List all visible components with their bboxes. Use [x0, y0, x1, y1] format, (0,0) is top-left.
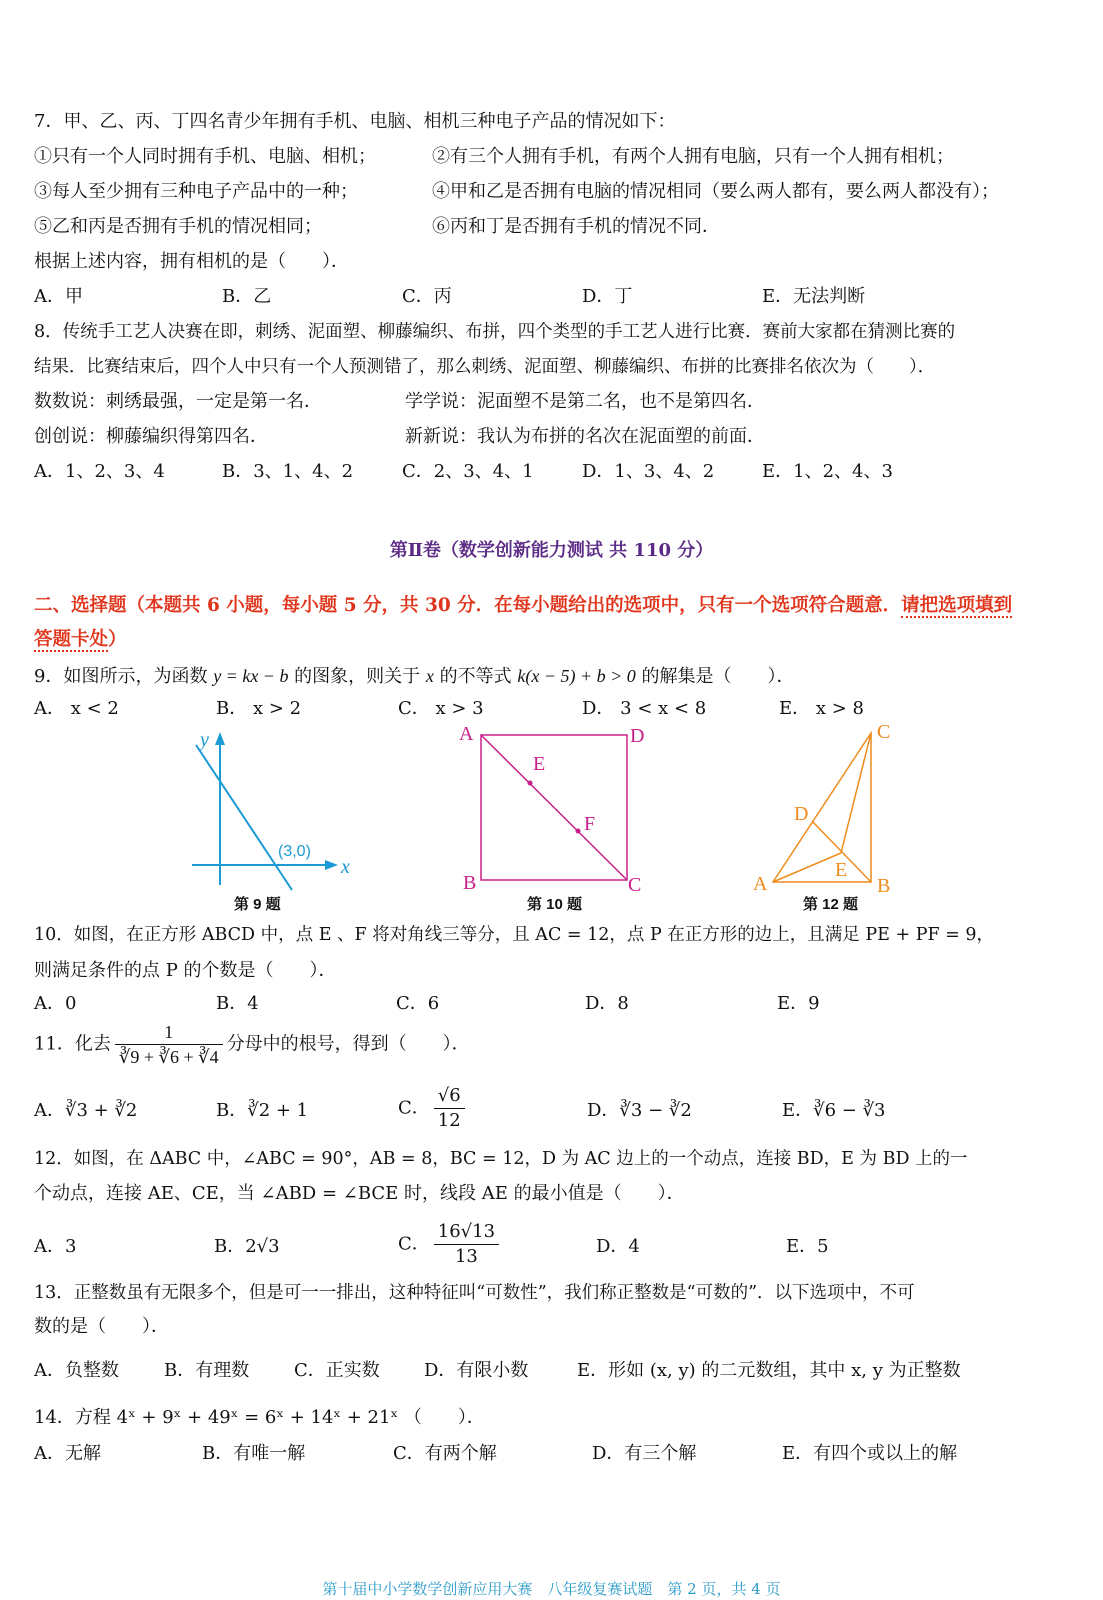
fig10-label-d: D [630, 725, 645, 747]
fig9-point-label: (3,0) [278, 843, 311, 860]
section-heading-part2: 请把选项填到 [901, 595, 1013, 616]
q12-stem-1: 12．如图，在 ΔABC 中，∠ABC = 90°，AB = 8，BC = 12，D 为 AC 边上的一个动点，连接 BD，E 为 BD 上的一 [34, 1149, 968, 1169]
q12-option-c-label: C． [398, 1233, 430, 1255]
fig12-label-e: E [835, 859, 848, 881]
fig9-y-arrow [215, 732, 225, 745]
fig12-label-a: A [753, 873, 768, 895]
q8-option-d: D．1、3、4、2 [582, 461, 715, 482]
q7-option-e: E．无法判断 [762, 286, 866, 307]
q12-option-c [398, 1220, 503, 1269]
q7-question: 根据上述内容，拥有相机的是（ ）． [34, 251, 349, 272]
fig9-line [196, 745, 292, 890]
q7-option-d: D．丁 [582, 286, 633, 307]
fig10-caption: 第 10 题 [527, 896, 583, 913]
q12-stem-2: 个动点，连接 AE、CE，当 ∠ABD = ∠BCE 时，线段 AE 的最小值是（ ）． [34, 1183, 685, 1204]
q13-option-b: B．有理数 [164, 1360, 250, 1381]
q7-condition-4: ④甲和乙是否拥有电脑的情况相同（要么两人都有，要么两人都没有）； [432, 181, 999, 202]
q11-option-d: D．∛3 − ∛2 [587, 1100, 692, 1121]
q8-stem-1: 8．传统手工艺人决赛在即，刺绣、泥面塑、柳藤编织、布拼，四个类型的手工艺人进行比赛．赛前大家都在猜测比赛的 [34, 322, 956, 342]
fig10-diagonal [481, 735, 627, 880]
q9-option-c: C． x > 3 [398, 698, 484, 719]
q11-option-b: B．∛2 + 1 [216, 1100, 309, 1121]
section-heading-part1: 二、选择题（本题共 6 小题，每小题 5 分，共 30 分．在每小题给出的选项中，只有一个选项符合题意． [34, 595, 902, 616]
q12-option-b: B．2√3 [214, 1236, 280, 1257]
q7-condition-3: ③每人至少拥有三种电子产品中的一种； [34, 181, 358, 202]
q12-option-a: A．3 [34, 1236, 77, 1257]
q7-condition-1: ①只有一个人同时拥有手机、电脑、相机； [34, 146, 376, 167]
q10-option-c: C．6 [396, 993, 440, 1014]
q10-option-a: A．0 [34, 993, 77, 1014]
figures [0, 720, 1103, 920]
q7-condition-2: ②有三个人拥有手机，有两个人拥有电脑，只有一个人拥有相机； [432, 146, 954, 167]
q14-option-e: E．有四个或以上的解 [782, 1443, 958, 1464]
q8-stem-2: 结果．比赛结束后，四个人中只有一个人预测错了，那么刺绣、泥面塑、柳藤编织、布拼的比赛排名依次为（ ）． [34, 357, 936, 377]
fig12-seg-ce [841, 733, 871, 853]
fig12-triangle [753, 721, 890, 897]
section-heading [34, 589, 1074, 657]
q12-option-d: D．4 [596, 1236, 640, 1257]
page-footer: 第十届中小学数学创新应用大赛 八年级复赛试题 第 2 页，共 4 页 [322, 1580, 781, 1598]
q9-option-d: D． 3 < x < 8 [582, 698, 707, 719]
q11-option-c-label: C． [398, 1097, 430, 1119]
q14-option-d: D．有三个解 [592, 1443, 697, 1464]
q13-option-e: E．形如 (x, y) 的二元数组，其中 x, y 为正整数 [577, 1360, 961, 1381]
q8-statement-4: 新新说：我认为布拼的名次在泥面塑的前面． [405, 426, 765, 447]
q12-option-e: E．5 [786, 1236, 829, 1257]
fig10-label-c: C [628, 874, 642, 896]
q11-stem-post: 分母中的根号，得到（ ）． [226, 1033, 470, 1055]
q10-stem-2: 则满足条件的点 P 的个数是（ ）． [34, 960, 337, 981]
q14-option-c: C．有两个解 [393, 1443, 497, 1464]
q11-option-a: A．∛3 + ∛2 [34, 1100, 138, 1121]
fig12-label-c: C [877, 721, 891, 743]
q8-option-a: A．1、2、3、4 [34, 461, 165, 482]
q13-stem-2: 数的是（ ）． [34, 1316, 169, 1337]
q8-option-e: E．1、2、4、3 [762, 461, 893, 482]
fig10-label-a: A [459, 723, 474, 745]
q14-option-a: A．无解 [34, 1443, 101, 1464]
fig10-label-f: F [584, 813, 596, 835]
q11-fraction-num: 1 [115, 1020, 223, 1045]
q11-stem-pre: 11．化去 [34, 1033, 111, 1055]
fig10-label-b: B [463, 872, 477, 894]
fig12-caption: 第 12 题 [803, 896, 859, 913]
q11-stem [34, 1020, 470, 1069]
q7-option-a: A．甲 [34, 286, 83, 307]
q8-statement-1: 数数说：刺绣最强，一定是第一名． [34, 391, 322, 412]
q9-var: x [425, 666, 434, 686]
q7-stem: 7．甲、乙、丙、丁四名青少年拥有手机、电脑、相机三种电子产品的情况如下： [34, 111, 676, 132]
q10-option-d: D．8 [585, 993, 629, 1014]
section-title: 第Ⅱ卷（数学创新能力测试 共 110 分） [389, 540, 714, 561]
q11-option-c-den: 12 [437, 1110, 461, 1131]
q9-option-a: A． x < 2 [34, 698, 119, 719]
q9-option-e: E． x > 8 [779, 698, 864, 719]
q13-stem-1: 13．正整数虽有无限多个，但是可一一排出，这种特征叫“可数性”，我们称正整数是“可数的”．以下选项中，不可 [34, 1283, 915, 1303]
q7-condition-6: ⑥丙和丁是否拥有手机的情况不同． [432, 216, 720, 237]
fig10-square [459, 723, 644, 896]
q10-option-b: B．4 [216, 993, 259, 1014]
q10-stem-1: 10．如图，在正方形 ABCD 中，点 E 、F 将对角线三等分，且 AC = 12，点 P 在正方形的边上，且满足 PE + PF = 9， [34, 925, 995, 945]
q8-statement-2: 学学说：泥面塑不是第二名，也不是第四名． [405, 391, 765, 412]
q9-stem-pre: 9．如图所示，为函数 [34, 666, 214, 687]
q9-function: y = kx − b [213, 666, 289, 686]
q9-stem-mid2: 的不等式 [433, 666, 518, 687]
q9-stem-mid: 的图象，则关于 [288, 666, 426, 687]
q11-option-c-fraction [434, 1084, 465, 1133]
q9-stem-post: 的解集是（ ）． [635, 666, 795, 687]
q7-option-c: C．丙 [402, 286, 452, 307]
q10-option-e: E．9 [777, 993, 820, 1014]
section-heading-part3: 答题卡处 [34, 629, 109, 650]
fig10-label-e: E [533, 753, 546, 775]
fig12-label-d: D [794, 803, 809, 825]
q8-statement-3: 创创说：柳藤编织得第四名． [34, 426, 268, 447]
q13-option-c: C．正实数 [294, 1360, 380, 1381]
q14-option-b: B．有唯一解 [202, 1443, 306, 1464]
q11-fraction [115, 1020, 223, 1069]
fig10-point-e [528, 781, 533, 786]
q8-option-c: C．2、3、4、1 [402, 461, 534, 482]
q11-fraction-den: ∛9 + ∛6 + ∛4 [118, 1047, 219, 1067]
q12-option-c-fraction [434, 1220, 499, 1269]
q9-option-b: B． x > 2 [216, 698, 302, 719]
q12-option-c-num: 16√13 [434, 1220, 499, 1245]
q9-stem [34, 664, 795, 689]
q13-option-d: D．有限小数 [424, 1360, 529, 1381]
q11-option-e: E．∛6 − ∛3 [782, 1100, 886, 1121]
q7-option-b: B．乙 [222, 286, 272, 307]
q9-inequality: k(x − 5) + b > 0 [517, 666, 636, 686]
fig10-point-f [576, 829, 581, 834]
fig9-caption: 第 9 题 [234, 896, 281, 913]
fig12-label-b: B [877, 875, 891, 897]
q8-option-b: B．3、1、4、2 [222, 461, 354, 482]
fig12-triangle-outline [773, 733, 871, 882]
fig9-y-label: y [200, 729, 209, 751]
fig9-x-label: x [341, 856, 350, 878]
q13-option-a: A．负整数 [34, 1360, 119, 1381]
q12-option-c-den: 13 [454, 1246, 478, 1267]
fig9-graph [192, 729, 350, 890]
q11-option-c-num: √6 [434, 1084, 465, 1109]
q11-option-c [398, 1084, 469, 1133]
section-heading-part4: ） [108, 629, 127, 650]
fig9-x-arrow [325, 860, 338, 870]
q7-condition-5: ⑤乙和丙是否拥有手机的情况相同； [34, 216, 322, 237]
q14-stem: 14．方程 4ˣ + 9ˣ + 49ˣ = 6ˣ + 14ˣ + 21ˣ （ ）． [34, 1407, 485, 1428]
